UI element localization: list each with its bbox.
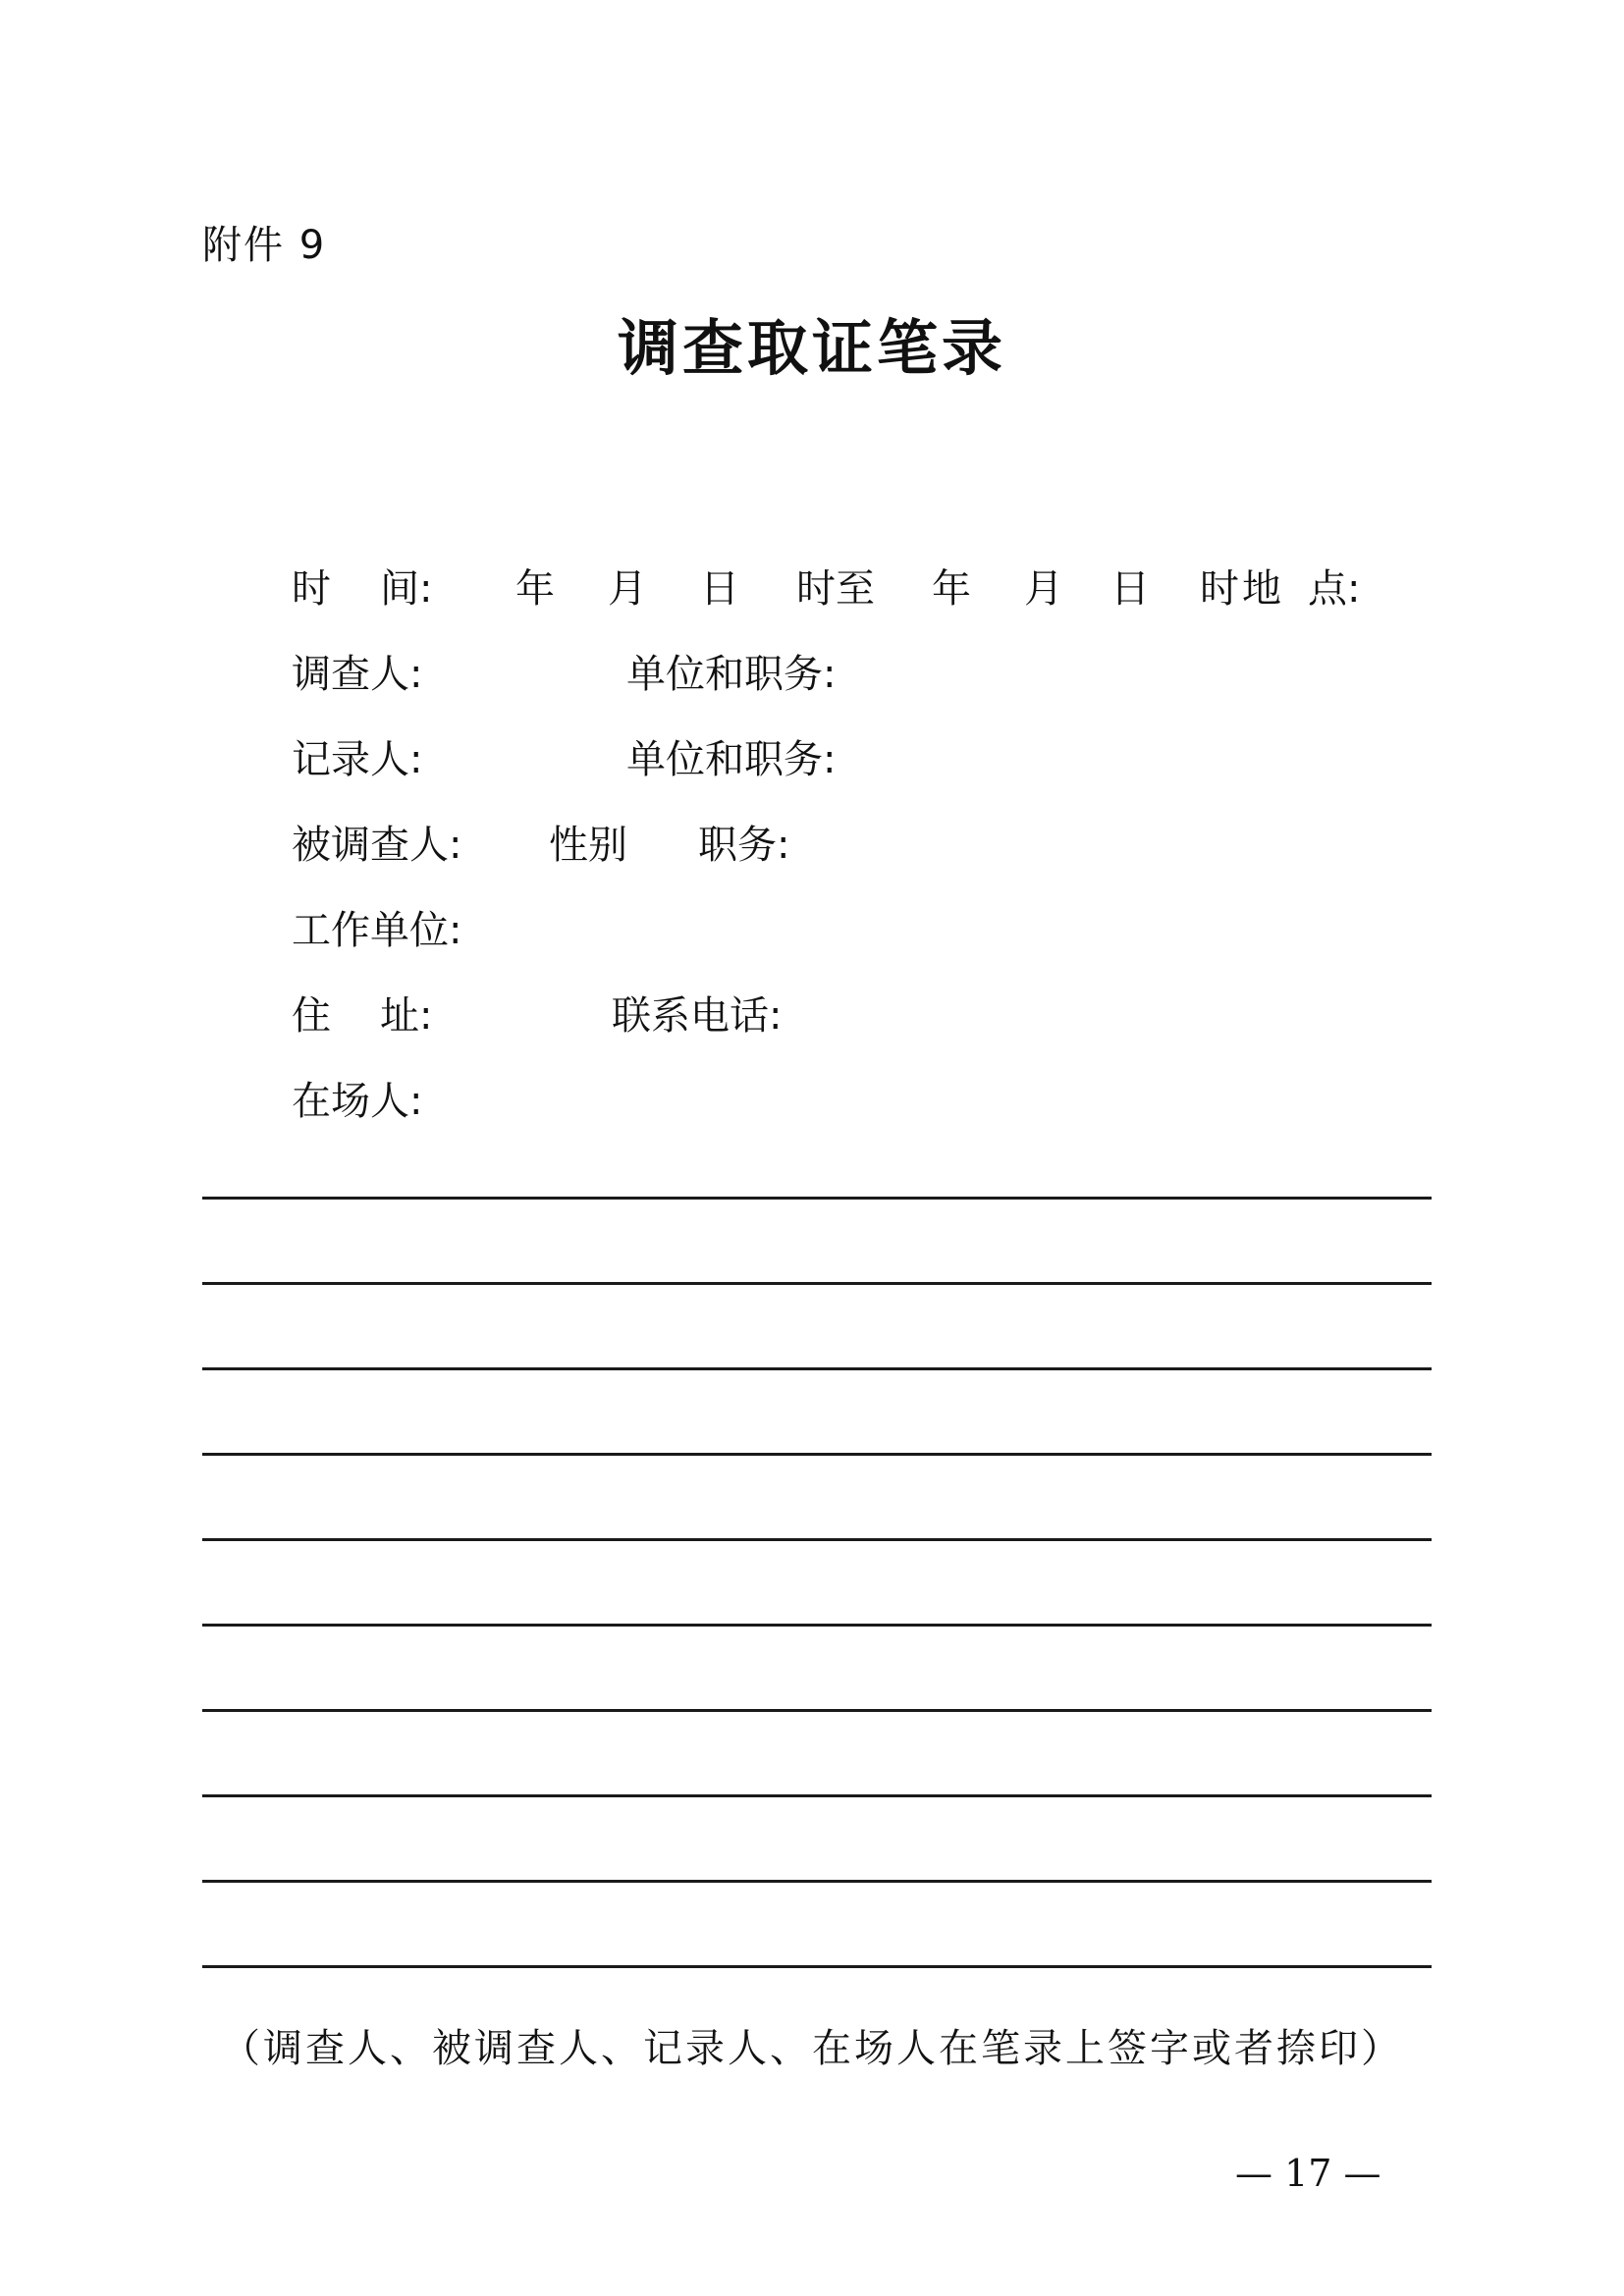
signature-footnote: （调查人、被调查人、记录人、在场人在笔录上签字或者捺印） bbox=[221, 2026, 1403, 2071]
present-persons-label: 在场人: bbox=[292, 1079, 423, 1124]
attachment-label: 附件 9 bbox=[202, 223, 327, 268]
record-line bbox=[202, 1709, 1432, 1712]
record-line bbox=[202, 1880, 1432, 1883]
place-label-part2: 点: bbox=[1308, 566, 1361, 612]
record-line bbox=[202, 1453, 1432, 1456]
phone-label: 联系电话: bbox=[612, 993, 783, 1039]
address-label-part1: 住 bbox=[292, 993, 331, 1039]
start-year-label: 年 bbox=[515, 566, 555, 612]
start-day-label: 日 bbox=[700, 566, 739, 612]
time-label-part1: 时 bbox=[292, 566, 331, 612]
start-hour-to-label: 时至 bbox=[796, 566, 875, 612]
end-day-label: 日 bbox=[1110, 566, 1150, 612]
end-month-label: 月 bbox=[1024, 566, 1063, 612]
work-unit-label: 工作单位: bbox=[292, 908, 462, 953]
page-title: 调查取证笔录 bbox=[617, 312, 1006, 384]
respondent-label: 被调查人: bbox=[292, 823, 462, 868]
position-label: 职务: bbox=[698, 823, 790, 868]
recorder-label: 记录人: bbox=[292, 737, 423, 782]
record-line bbox=[202, 1794, 1432, 1797]
record-line bbox=[202, 1282, 1432, 1285]
record-line bbox=[202, 1197, 1432, 1200]
time-label-part2: 间: bbox=[380, 566, 433, 612]
end-hour-label: 时 bbox=[1200, 566, 1239, 612]
page-number: — 17 — bbox=[1235, 2152, 1381, 2195]
record-line bbox=[202, 1965, 1432, 1968]
address-label-part2: 址: bbox=[380, 993, 433, 1039]
start-month-label: 月 bbox=[608, 566, 647, 612]
investigator-label: 调查人: bbox=[292, 652, 423, 697]
gender-label: 性别 bbox=[549, 823, 627, 868]
investigator-unit-label: 单位和职务: bbox=[626, 652, 837, 697]
place-label-part1: 地 bbox=[1242, 566, 1281, 612]
record-line bbox=[202, 1367, 1432, 1370]
record-line bbox=[202, 1538, 1432, 1541]
recorder-unit-label: 单位和职务: bbox=[626, 737, 837, 782]
end-year-label: 年 bbox=[932, 566, 971, 612]
record-line bbox=[202, 1624, 1432, 1627]
